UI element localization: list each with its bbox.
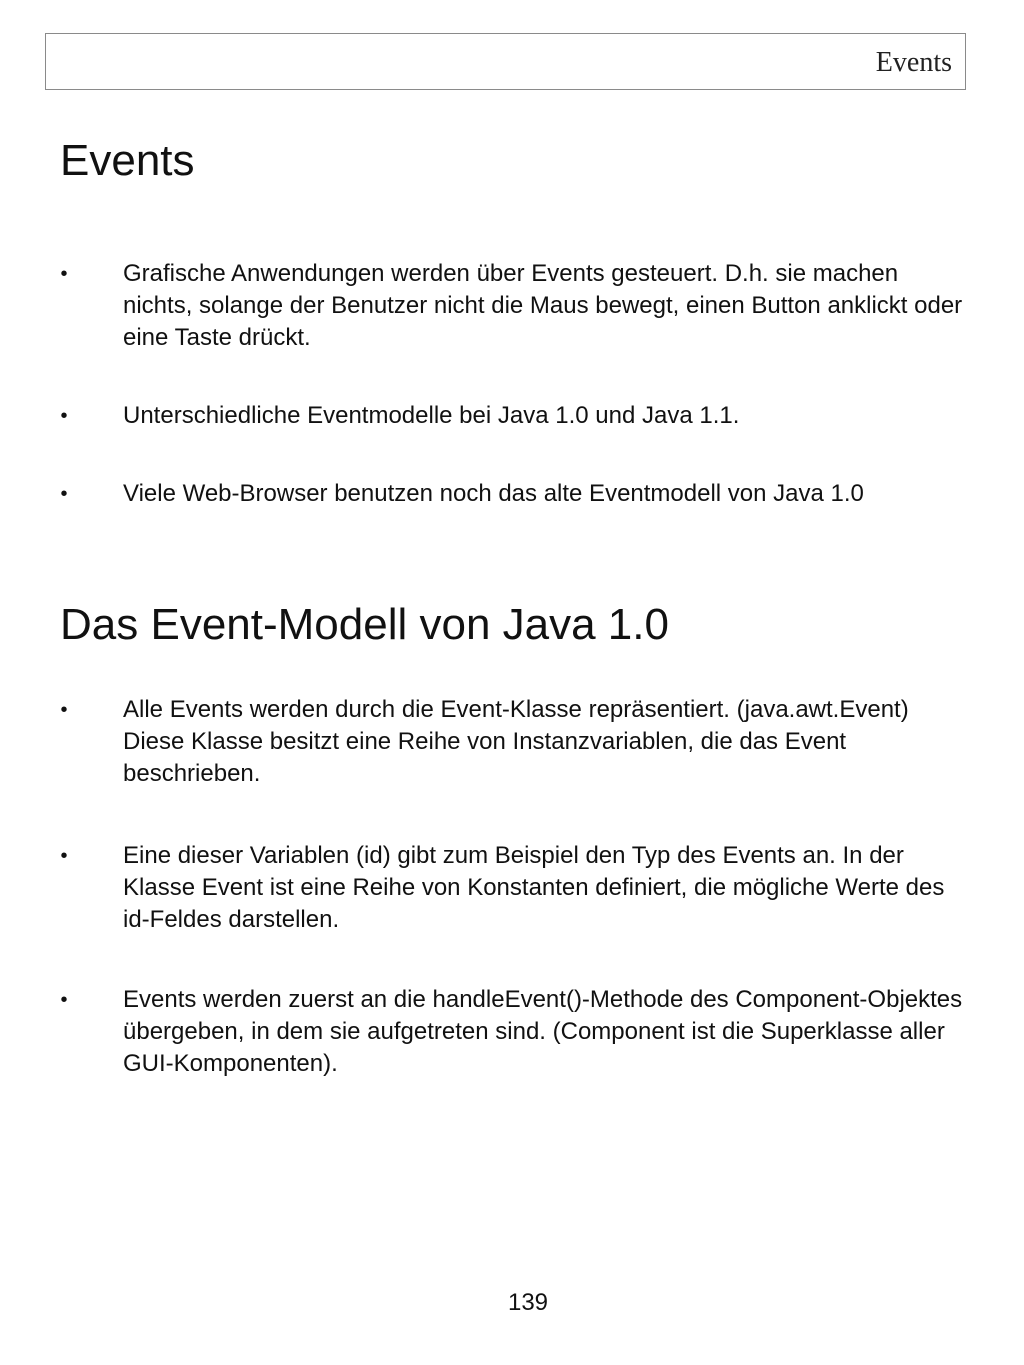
list-item-text: Unterschiedliche Eventmodelle bei Java 1.0 und Java 1.1. [123,402,740,429]
bullet-marker: • [60,405,68,427]
section-title-java-event-model: Das Event-Modell von Java 1.0 [60,600,669,649]
list-item-text: Alle Events werden durch die Event-Klasse repräsentiert. (java.awt.Event) Diese Klasse besitzt eine Reihe von Instanzvariablen, die das Event beschrieben. [123,696,909,787]
list-item [57,840,967,936]
list-item [57,694,967,790]
list-item-text: Viele Web-Browser benutzen noch das alte Eventmodell von Java 1.0 [123,480,864,507]
bullet-marker: • [60,699,68,721]
list-item [57,984,967,1080]
events-bullet-list [57,258,967,510]
list-item [57,400,967,432]
running-header [45,33,966,90]
section-title-events: Events [60,136,195,185]
list-item [57,478,967,510]
list-item-text: Events werden zuerst an die handleEvent()-Methode des Component-Objektes übergeben, in dem sie aufgetreten sind. (Component ist die Superklasse aller GUI-Komponenten). [123,986,963,1077]
bullet-marker: • [60,483,68,505]
list-item-text: Grafische Anwendungen werden über Events gesteuert. D.h. sie machen nichts, solange der Benutzer nicht die Maus bewegt, einen Button anklickt oder eine Taste drückt. [123,260,963,351]
list-item-text: Eine dieser Variablen (id) gibt zum Beispiel den Typ des Events an. In der Klasse Event ist eine Reihe von Konstanten definiert, die mögliche Werte des id-Feldes darstellen. [123,842,945,933]
header-title: Events [875,47,952,78]
bullet-marker: • [60,263,68,285]
java-event-model-bullet-list [57,694,967,1080]
list-item [57,258,967,354]
page-number: 139 [507,1289,549,1316]
bullet-marker: • [60,845,68,867]
bullet-marker: • [60,989,68,1011]
